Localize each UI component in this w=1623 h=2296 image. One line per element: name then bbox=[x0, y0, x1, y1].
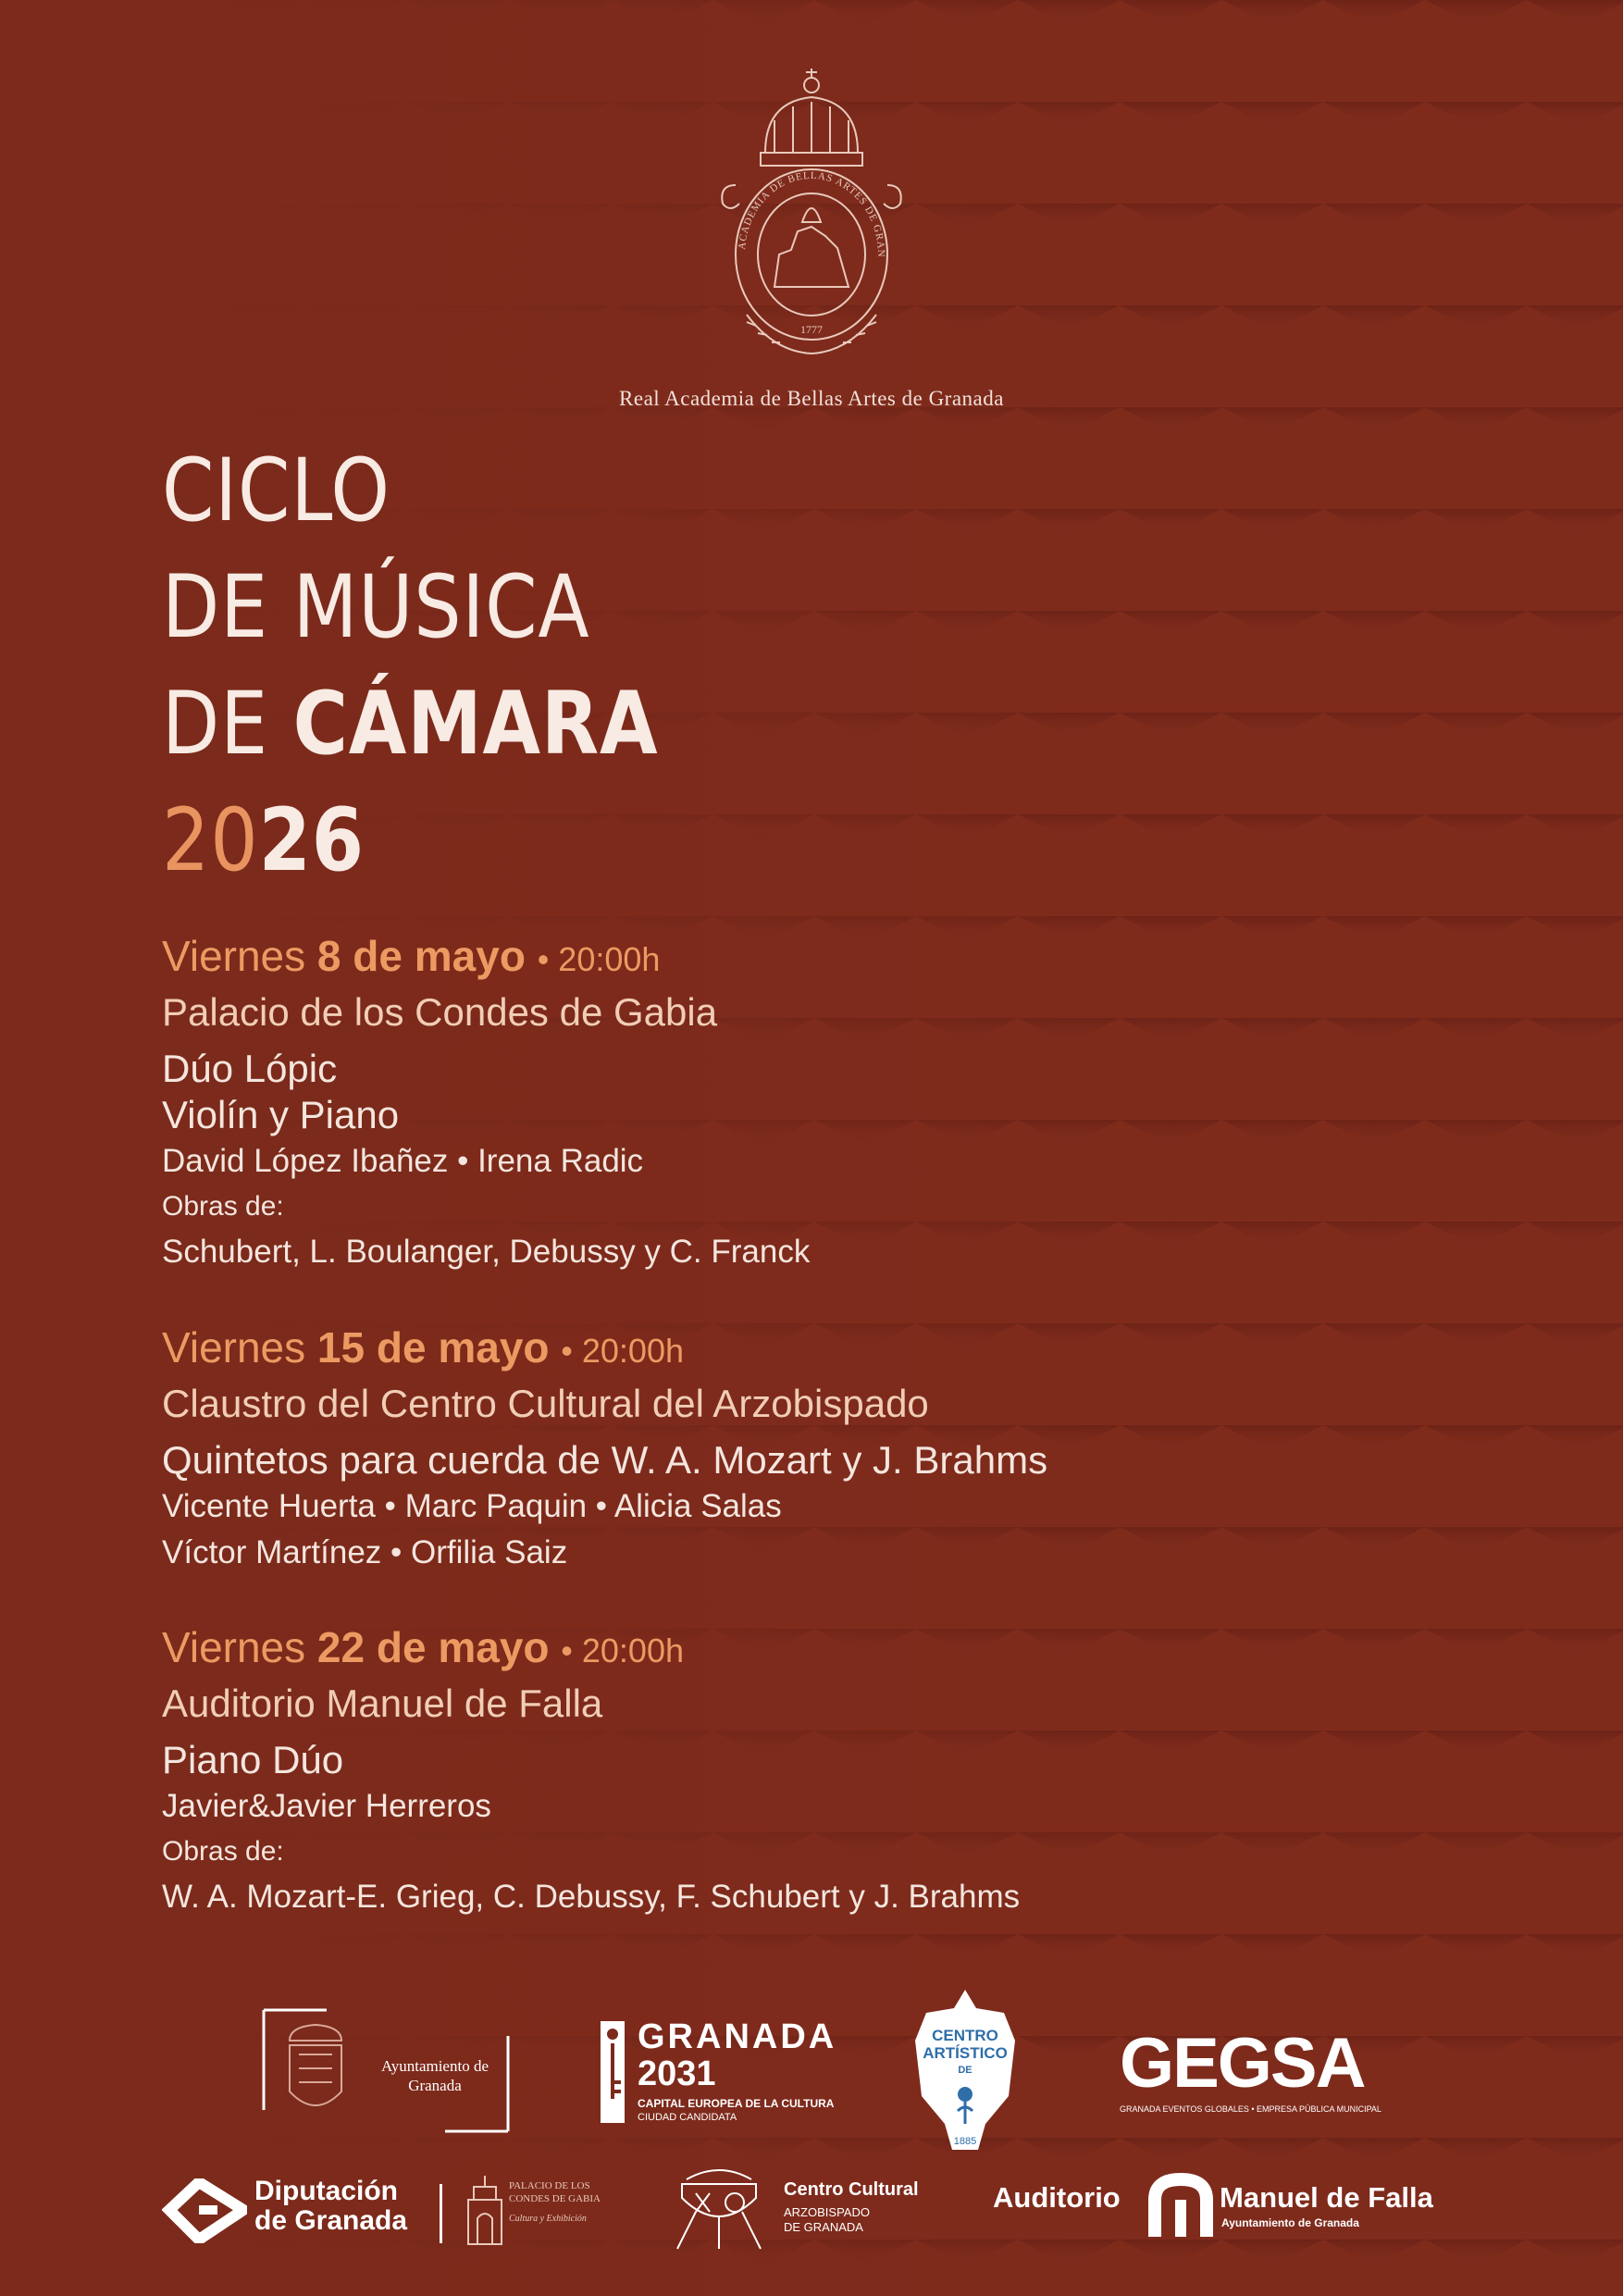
granada-word: GRANADA bbox=[638, 2017, 837, 2056]
svg-text:1777: 1777 bbox=[800, 323, 823, 336]
event-works: W. A. Mozart-E. Grieg, C. Debussy, F. Schubert y J. Brahms bbox=[162, 1879, 1021, 1915]
palacio-icon bbox=[465, 2172, 505, 2246]
centro-cultural-line1: Centro Cultural bbox=[784, 2179, 919, 2200]
cycle-title bbox=[162, 433, 739, 900]
event-group: Dúo Lópic bbox=[162, 1047, 338, 1090]
event-works: Schubert, L. Boulanger, Debussy y C. Franck bbox=[162, 1234, 811, 1270]
event-group: Piano Dúo bbox=[162, 1738, 344, 1781]
event-date: Viernes 22 de mayo • 20:00h bbox=[162, 1623, 684, 1671]
centro-artistico-line2: ARTÍSTICO bbox=[923, 2044, 1008, 2062]
diputacion-logo bbox=[162, 2175, 440, 2249]
seal-text: ACADEMIA DE BELLAS ARTES DE GRAN bbox=[737, 169, 887, 258]
diputacion-icon bbox=[162, 2178, 247, 2243]
granada-sub1: CAPITAL EUROPEA DE LA CULTURA bbox=[638, 2097, 835, 2110]
ayuntamiento-logo bbox=[262, 2008, 510, 2133]
event-works-label: Obras de: bbox=[162, 1836, 284, 1867]
granada-year: 2031 bbox=[638, 2054, 716, 2093]
centro-artistico-line3: DE bbox=[958, 2065, 973, 2076]
title-line-3 bbox=[162, 666, 658, 783]
title-line-2: DE MÚSICA bbox=[162, 557, 590, 658]
event-program: Quintetos para cuerda de W. A. Mozart y J. Brahms bbox=[162, 1438, 1048, 1482]
event-date: Viernes 15 de mayo • 20:00h bbox=[162, 1323, 684, 1371]
palacio-gabia-logo bbox=[463, 2170, 611, 2253]
title-line-3-bold: CÁMARA bbox=[292, 674, 659, 775]
event-performers-1: Vicente Huerta • Marc Paquin • Alicia Salas bbox=[162, 1488, 782, 1524]
event-venue: Claustro del Centro Cultural del Arzobispado bbox=[162, 1382, 929, 1425]
title-line-3-prefix: DE bbox=[162, 674, 293, 775]
gegsa-logo bbox=[1120, 2024, 1388, 2119]
granada-sub2: CIUDAD CANDIDATA bbox=[638, 2112, 737, 2123]
event-2 bbox=[162, 1321, 1047, 1576]
year-suffix: 26 bbox=[258, 790, 365, 891]
centro-artistico-line1: CENTRO bbox=[932, 2027, 998, 2044]
event-works-label: Obras de: bbox=[162, 1191, 284, 1222]
event-venue: Palacio de los Condes de Gabia bbox=[162, 990, 718, 1034]
gegsa-sub: GRANADA EVENTOS GLOBALES • EMPRESA PÚBLICA MUNICIPAL bbox=[1120, 2104, 1381, 2114]
palacio-line2: CONDES DE GABIA bbox=[509, 2193, 601, 2204]
auditorio-sub: Ayuntamiento de Granada bbox=[1221, 2216, 1359, 2229]
event-1 bbox=[162, 929, 810, 1275]
auditorio-line1: Auditorio bbox=[993, 2181, 1121, 2214]
event-3 bbox=[162, 1620, 1020, 1920]
centro-cultural-logo bbox=[668, 2161, 936, 2253]
event-instruments: Violín y Piano bbox=[162, 1093, 400, 1136]
centro-cultural-line2: ARZOBISPADO bbox=[784, 2205, 870, 2219]
event-date: Viernes 8 de mayo • 20:00h bbox=[162, 932, 661, 980]
auditorio-line2: Manuel de Falla bbox=[1220, 2181, 1433, 2214]
key-icon bbox=[599, 2019, 626, 2126]
gegsa-wordmark: GEGSA bbox=[1120, 2024, 1365, 2103]
event-performers-2: Víctor Martínez • Orfilia Saiz bbox=[162, 1534, 568, 1570]
event-performers: Javier&Javier Herreros bbox=[162, 1788, 491, 1824]
palacio-line3: Cultura y Exhibición bbox=[509, 2214, 587, 2224]
diputacion-line2: de Granada bbox=[254, 2205, 408, 2236]
arzobispado-icon bbox=[668, 2161, 770, 2253]
diputacion-line1: Diputación bbox=[254, 2176, 398, 2206]
title-line-1: CICLO bbox=[162, 441, 390, 541]
event-venue: Auditorio Manuel de Falla bbox=[162, 1682, 603, 1725]
auditorio-icon bbox=[1146, 2172, 1216, 2242]
title-year bbox=[162, 783, 658, 900]
logo-divider bbox=[440, 2184, 442, 2243]
ayuntamiento-label: Ayuntamiento de Granada bbox=[381, 2057, 489, 2094]
academy-crest bbox=[0, 65, 1623, 366]
year-prefix: 20 bbox=[162, 790, 259, 891]
academy-name: Real Academia de Bellas Artes de Granada bbox=[619, 387, 1004, 410]
centro-artistico-logo bbox=[911, 1985, 1019, 2156]
centro-artistico-year: 1885 bbox=[953, 2136, 977, 2147]
granada-2031-logo bbox=[597, 2017, 837, 2128]
centro-cultural-line3: DE GRANADA bbox=[784, 2220, 863, 2234]
academy-seal-icon bbox=[710, 65, 913, 361]
palacio-line1: PALACIO DE LOS bbox=[509, 2180, 590, 2191]
event-performers: David López Ibañez • Irena Radic bbox=[162, 1143, 644, 1179]
auditorio-logo bbox=[993, 2170, 1474, 2253]
